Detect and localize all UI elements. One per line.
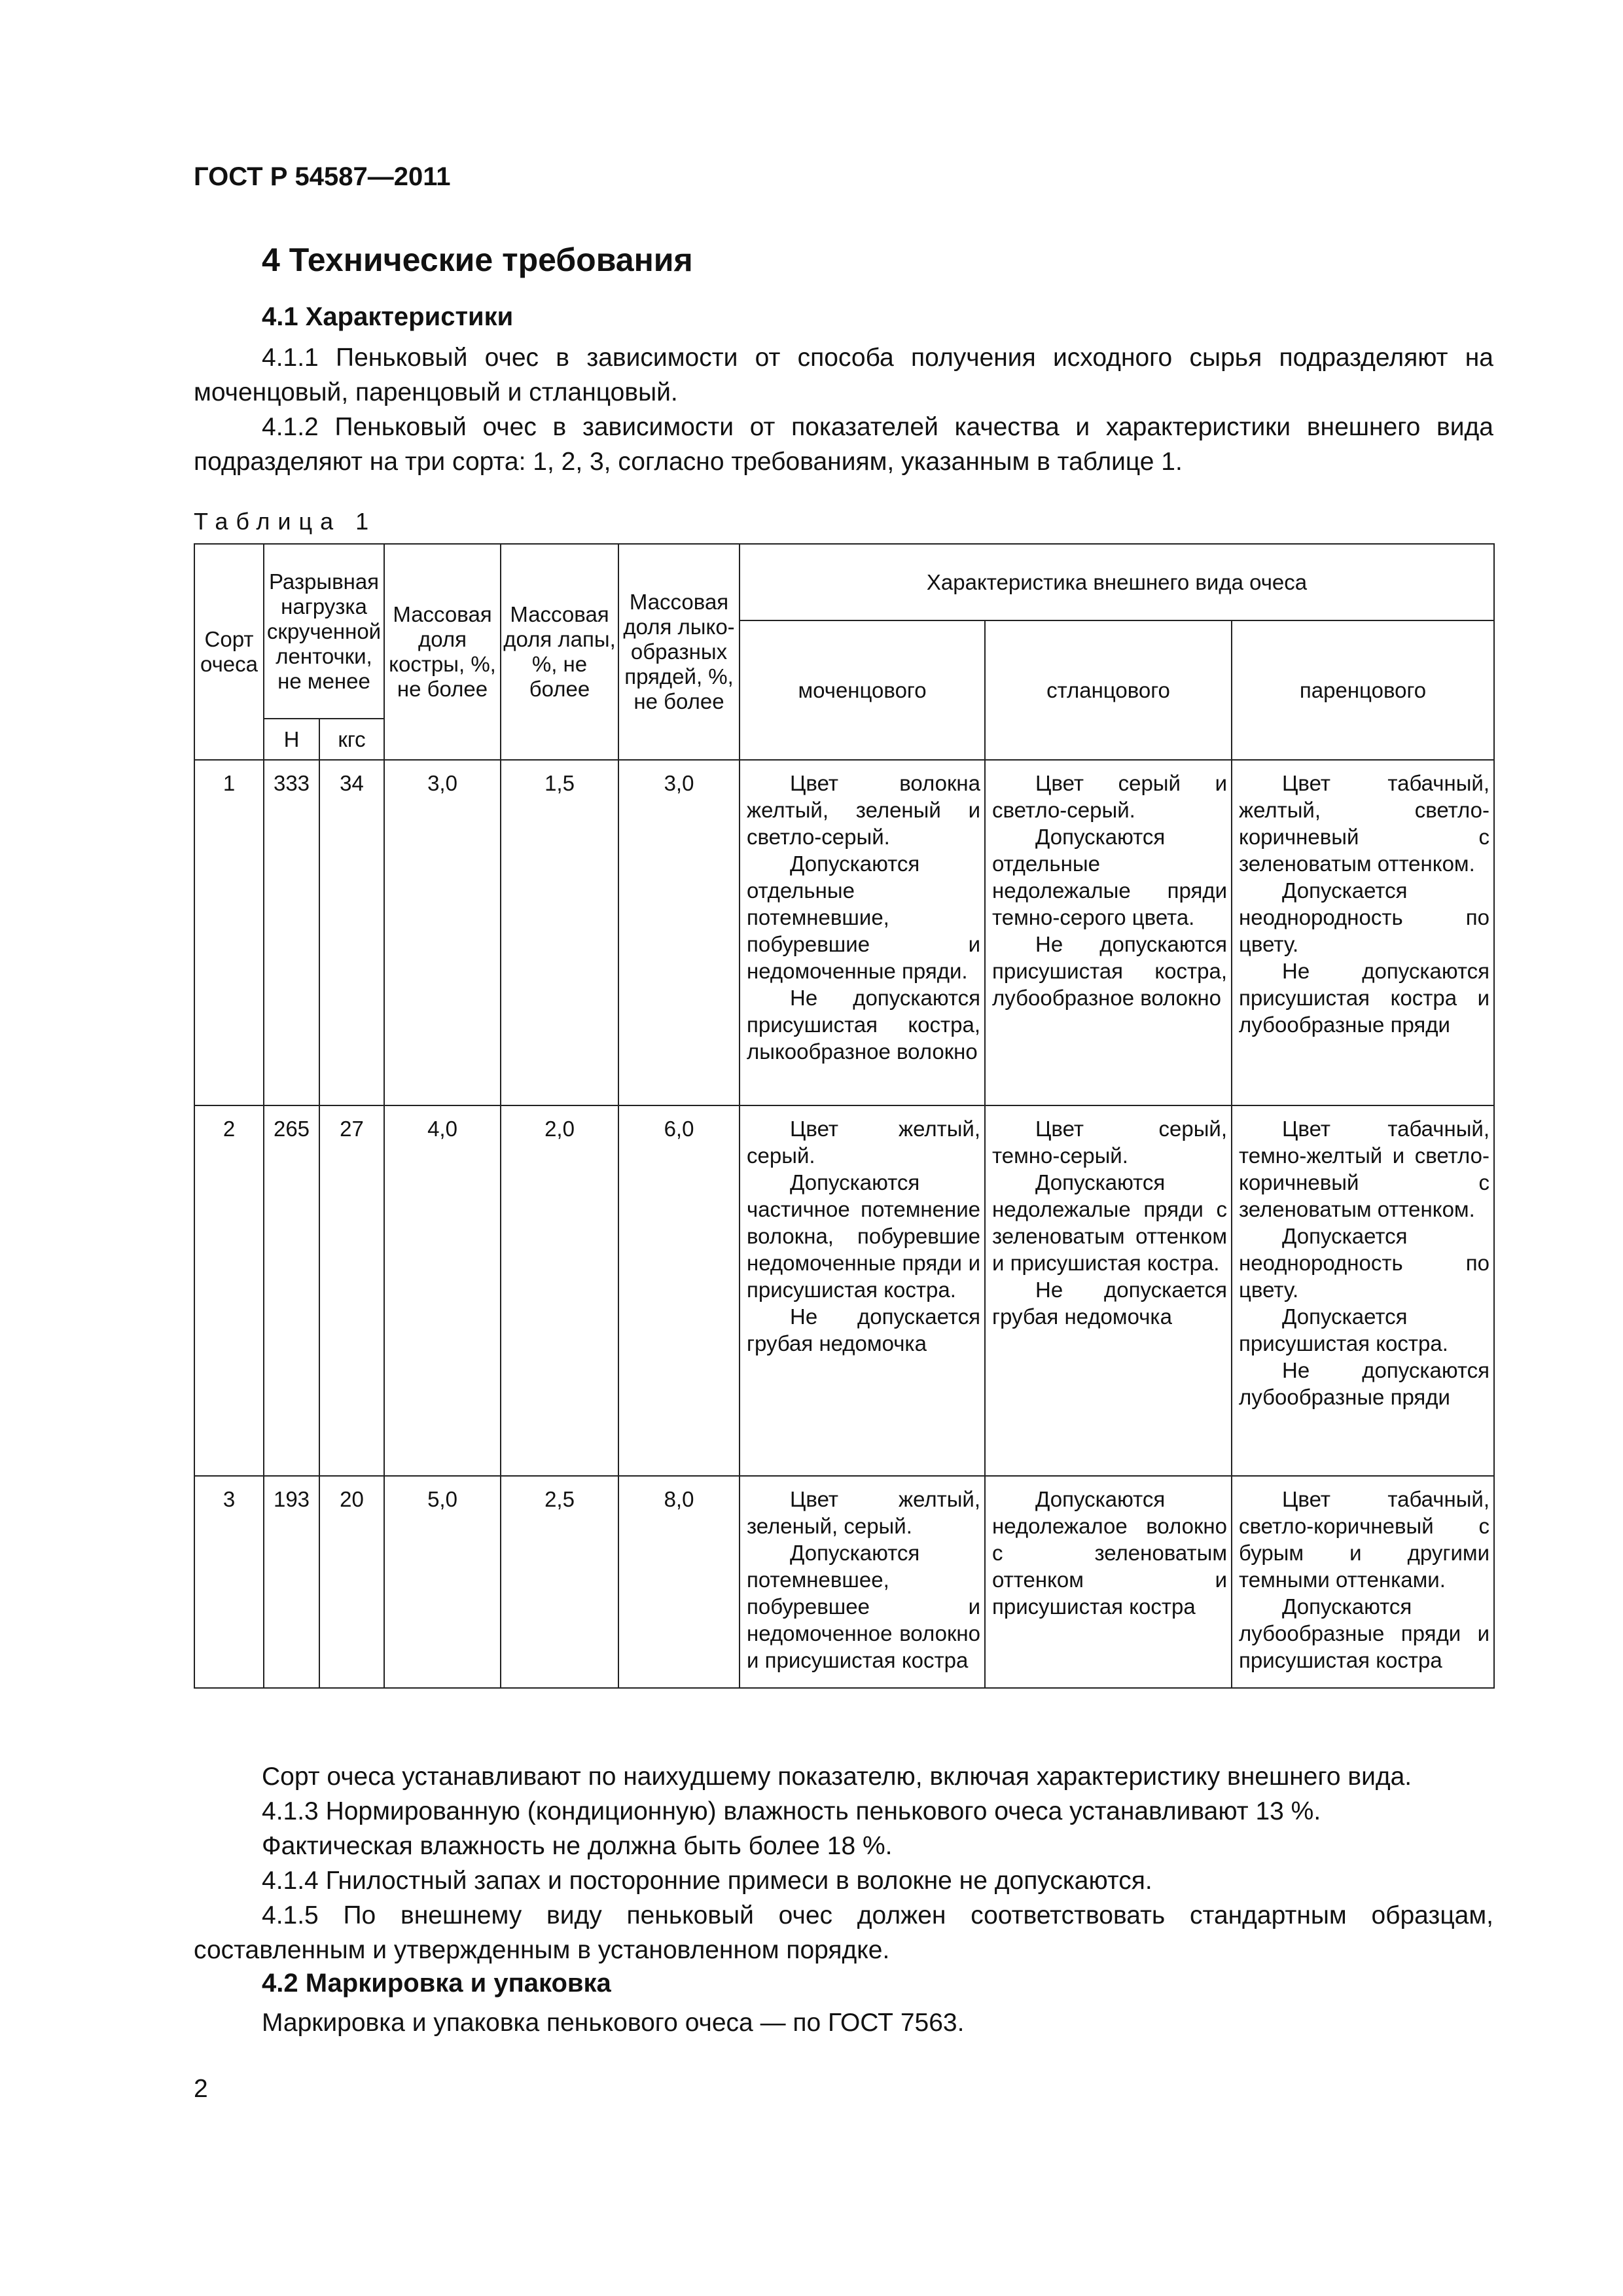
cell-load-kgs: 34 <box>319 760 384 1105</box>
desc-line: Допускаются потемневшее, побуревшее и недомоченное волокно и присушистая костра <box>747 1541 981 1672</box>
cell-stlan <box>985 1476 1232 1688</box>
paragraph-4-1-4: 4.1.4 Гнилостный запах и посторонние примеси в волокне не допускаются. <box>262 1867 1152 1895</box>
header-stlan: стланцового <box>985 620 1232 760</box>
cell-mochen <box>740 1476 985 1688</box>
desc-line: Допускаются недолежалое волокно с зеленоватым оттенком и присушистая костра <box>992 1487 1228 1619</box>
cell-stlan <box>985 760 1232 1105</box>
desc-line: Не допускается грубая недомочка <box>747 1304 981 1355</box>
header-paren: паренцового <box>1232 620 1494 760</box>
desc-line: Не допускаются лубообразные пряди <box>1239 1358 1490 1409</box>
cell-load-n: 265 <box>264 1105 319 1476</box>
table-row <box>194 1105 1494 1476</box>
table-row <box>194 1476 1494 1688</box>
desc-line: Цвет желтый, зеленый, серый. <box>747 1487 981 1538</box>
header-mochen: моченцового <box>740 620 985 760</box>
cell-load-n: 333 <box>264 760 319 1105</box>
desc-line: Цвет табачный, светло-коричневый с бурым и другими темными оттенками. <box>1239 1487 1490 1592</box>
cell-load-kgs: 20 <box>319 1476 384 1688</box>
paragraph-4-1-5: 4.1.5 По внешнему виду пеньковый очес должен соответствовать стандартным образцам, составленным и утвержденным в установленном порядке. <box>194 1901 1493 1964</box>
cell-lapa: 2,0 <box>501 1105 618 1476</box>
cell-mochen <box>740 1105 985 1476</box>
desc-line: Цвет желтый, серый. <box>747 1117 981 1168</box>
desc-line: Допускается присушистая костра. <box>1239 1304 1448 1355</box>
header-lyko: Массовая доля лыко-образных прядей, %, не более <box>618 544 740 760</box>
cell-load-kgs: 27 <box>319 1105 384 1476</box>
subsection-title-marking: 4.2 Маркировка и упаковка <box>262 1969 611 1998</box>
desc-line: Допускаются отдельные недолежалые пряди темно-серого цвета. <box>992 825 1228 929</box>
paragraph-4-1-3: 4.1.3 Нормированную (кондиционную) влажность пенькового очеса устанавливают 13 %. <box>262 1797 1321 1825</box>
desc-line: Цвет серый и светло-серый. <box>992 771 1228 822</box>
page-number: 2 <box>194 2075 208 2103</box>
cell-lyko: 3,0 <box>618 760 740 1105</box>
header-unit-n: Н <box>264 719 319 760</box>
cell-lyko: 8,0 <box>618 1476 740 1688</box>
cell-lapa: 2,5 <box>501 1476 618 1688</box>
document-header: ГОСТ Р 54587—2011 <box>194 162 451 191</box>
desc-line: Не допускается грубая недомочка <box>992 1278 1228 1329</box>
cell-paren <box>1232 1105 1494 1476</box>
cell-load-n: 193 <box>264 1476 319 1688</box>
desc-line: Допускается неоднородность по цвету. <box>1239 878 1490 956</box>
cell-stlan <box>985 1105 1232 1476</box>
desc-line: Допускаются частичное потемнение волокна, побуревшие недомоченные пряди и присушистая костра. <box>747 1170 981 1302</box>
subsection-title: 4.1 Характеристики <box>262 302 514 331</box>
section-title: 4 Технические требования <box>262 242 693 278</box>
cell-sort: 1 <box>194 760 264 1105</box>
header-appearance: Характеристика внешнего вида очеса <box>740 544 1494 620</box>
cell-paren <box>1232 760 1494 1105</box>
paragraph-marking: Маркировка и упаковка пенькового очеса — по ГОСТ 7563. <box>262 2009 965 2037</box>
desc-line: Цвет серый, темно-серый. <box>992 1117 1228 1168</box>
desc-line: Не допускаются присушистая костра и лубообразные пряди <box>1239 959 1490 1037</box>
cell-sort: 3 <box>194 1476 264 1688</box>
cell-lyko: 6,0 <box>618 1105 740 1476</box>
table-caption: Таблица 1 <box>194 508 377 535</box>
cell-paren <box>1232 1476 1494 1688</box>
desc-line: Цвет волокна желтый, зеленый и светло-серый. <box>747 771 981 849</box>
cell-lapa: 1,5 <box>501 760 618 1105</box>
header-sort: Сорт очеса <box>194 544 264 760</box>
desc-line: Допускаются отдельные потемневшие, побуревшие и недомоченные пряди. <box>747 852 981 983</box>
table-row <box>194 760 1494 1105</box>
header-load: Разрывная нагрузка скрученной ленточки, не менее <box>264 544 384 719</box>
table-note: Сорт очеса устанавливают по наихудшему показателю, включая характеристику внешнего вида. <box>262 1763 1412 1791</box>
desc-line: Цвет табачный, желтый, светло-коричневый с зеленоватым оттенком. <box>1239 771 1490 876</box>
header-kostra: Массовая доля костры, %, не более <box>384 544 501 760</box>
cell-sort: 2 <box>194 1105 264 1476</box>
desc-line: Допускаются лубообразные пряди и присушистая костра <box>1239 1594 1490 1672</box>
desc-line: Не допускаются присушистая костра, лыкообразное волокно <box>747 986 981 1064</box>
desc-line: Не допускаются присушистая костра, лубообразное волокно <box>992 932 1228 1010</box>
header-lapa: Массовая доля лапы, %, не более <box>501 544 618 760</box>
quality-table <box>194 543 1495 1689</box>
cell-kostra: 4,0 <box>384 1105 501 1476</box>
paragraph-4-1-1: 4.1.1 Пеньковый очес в зависимости от способа получения исходного сырья подразделяют на моченцовый, паренцовый и стланцовый. <box>194 344 1493 406</box>
paragraph-fact-humidity: Фактическая влажность не должна быть более 18 %. <box>262 1832 893 1860</box>
paragraph-4-1-2: 4.1.2 Пеньковый очес в зависимости от показателей качества и характеристики внешнего вида подразделяют на три сорта: 1, 2, 3, согласно требованиям, указанным в таблице 1. <box>194 413 1493 476</box>
cell-kostra: 5,0 <box>384 1476 501 1688</box>
cell-kostra: 3,0 <box>384 760 501 1105</box>
desc-line: Цвет табачный, темно-желтый и светло-коричневый с зеленоватым оттенком. <box>1239 1117 1490 1221</box>
header-unit-kgs: кгс <box>319 719 384 760</box>
desc-line: Допускается неоднородность по цвету. <box>1239 1224 1490 1302</box>
cell-mochen <box>740 760 985 1105</box>
desc-line: Допускаются недолежалые пряди с зеленоватым оттенком и присушистая костра. <box>992 1170 1228 1275</box>
